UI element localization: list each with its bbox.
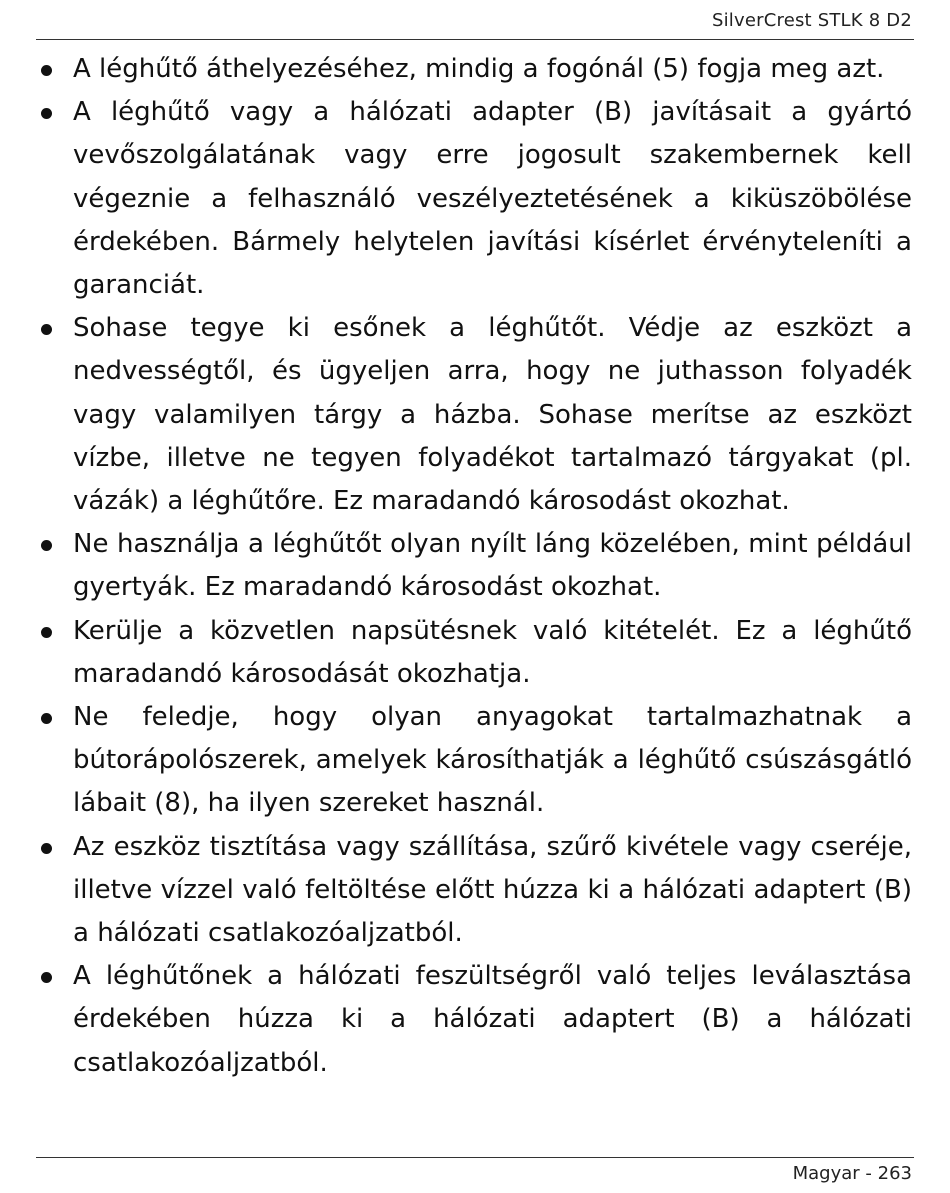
list-item: [36, 91, 912, 307]
list-item: [36, 523, 912, 609]
list-item-text: A léghűtőnek a hálózati feszültségről való teljes leválasztása érdekében húzza ki a hálózati adaptert (B) a hálózati csatlakozóaljzatból.: [73, 961, 912, 1078]
list-item: [36, 610, 912, 696]
header-product-label: SilverCrest STLK 8 D2: [711, 10, 912, 31]
list-item: [36, 826, 912, 956]
bullet-icon: [41, 324, 52, 335]
list-item-text: A léghűtő vagy a hálózati adapter (B) javításait a gyártó vevőszolgálatának vagy erre jogosult szakembernek kell végeznie a felhasználó veszélyeztetésének a kiküszöbölése érdekében. Bármely helytelen javítási kísérlet érvényteleníti a garanciát.: [73, 97, 912, 301]
bullet-icon: [41, 108, 52, 119]
bullet-icon: [41, 972, 52, 983]
header-divider: [36, 39, 914, 40]
list-item-text: Az eszköz tisztítása vagy szállítása, szűrő kivétele vagy cseréje, illetve vízzel való feltöltése előtt húzza ki a hálózati adaptert (B) a hálózati csatlakozóaljzatból.: [73, 831, 912, 949]
bullet-icon: [41, 65, 52, 76]
bullet-icon: [41, 713, 52, 724]
list-item: [36, 696, 912, 826]
list-item-text: A léghűtő áthelyezéséhez, mindig a fogónál (5) fogja meg azt.: [73, 54, 885, 84]
list-item-text: Kerülje a közvetlen napsütésnek való kitételét. Ez a léghűtő maradandó károsodását okozhatja.: [73, 615, 912, 689]
list-item-text: Ne használja a léghűtőt olyan nyílt láng közelében, mint például gyertyák. Ez maradandó károsodást okozhat.: [73, 529, 912, 603]
bullet-icon: [41, 843, 52, 854]
page-number: Magyar - 263: [792, 1163, 912, 1184]
list-item-text: Ne feledje, hogy olyan anyagokat tartalmazhatnak a bútorápolószerek, amelyek károsíthatják a léghűtő csúszásgátló lábait (8), ha ilyen szereket használ.: [73, 702, 912, 819]
list-item-text: Sohase tegye ki esőnek a léghűtőt. Védje az eszközt a nedvességtől, és ügyeljen arra, hogy ne juthasson folyadék vagy valamilyen tárgy a házba. Sohase merítse az eszközt vízbe, illetve ne tegyen folyadékot tartalmazó tárgyakat (pl. vázák) a léghűtőre. Ez maradandó károsodást okozhat.: [73, 313, 912, 517]
list-item: [36, 48, 912, 91]
list-item: [36, 307, 912, 523]
list-item: [36, 955, 912, 1085]
bullet-icon: [41, 627, 52, 638]
footer-divider: [36, 1157, 914, 1158]
safety-instructions-list: [36, 48, 912, 1085]
bullet-icon: [41, 540, 52, 551]
